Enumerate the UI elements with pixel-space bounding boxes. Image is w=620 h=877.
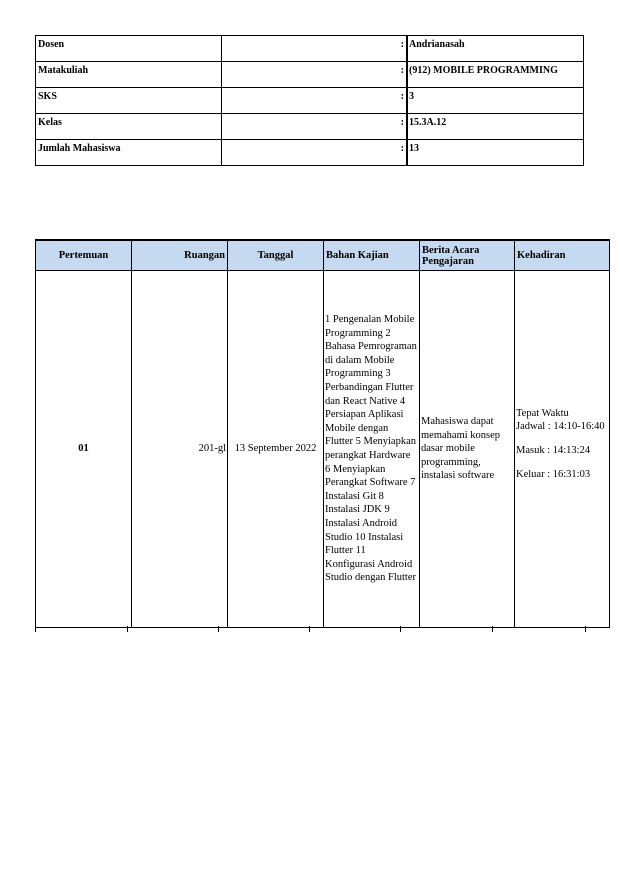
- header-pertemuan: Pertemuan: [36, 240, 132, 271]
- column-divider: [400, 626, 401, 632]
- info-row-kelas: [36, 114, 584, 140]
- kehadiran-status: Tepat Waktu: [516, 407, 569, 419]
- cell-tanggal: 13 September 2022: [228, 271, 324, 628]
- info-label: SKS: [36, 88, 222, 114]
- info-row-matakuliah: [36, 62, 584, 88]
- info-label: Kelas: [36, 114, 222, 140]
- info-row-jumlah-mahasiswa: [36, 140, 584, 166]
- info-row-dosen: [36, 36, 584, 62]
- info-separator: :: [222, 114, 408, 140]
- info-separator: :: [222, 62, 408, 88]
- header-bahan-kajian: Bahan Kajian: [324, 240, 420, 271]
- table-row: [36, 271, 610, 628]
- info-value: (912) MOBILE PROGRAMMING: [407, 62, 584, 88]
- info-value: 13: [407, 140, 584, 166]
- info-separator: :: [222, 36, 408, 62]
- info-label: Dosen: [36, 36, 222, 62]
- cell-pertemuan: 01: [36, 271, 132, 628]
- cell-ruangan: 201-gl: [132, 271, 228, 628]
- course-info-table: [35, 35, 584, 166]
- column-divider: [218, 626, 219, 632]
- header-ruangan: Ruangan: [132, 240, 228, 271]
- info-label: Matakuliah: [36, 62, 222, 88]
- info-label: Jumlah Mahasiswa: [36, 140, 222, 166]
- column-divider: [492, 626, 493, 632]
- info-value: 3: [407, 88, 584, 114]
- table-continuation: [35, 626, 586, 632]
- cell-kehadiran: [515, 271, 610, 628]
- kehadiran-masuk: Masuk : 14:13:24: [516, 445, 591, 456]
- info-value: 15.3A.12: [407, 114, 584, 140]
- column-divider: [127, 626, 128, 632]
- cell-berita-acara: Mahasiswa dapat memahami konsep dasar mobile programming, instalasi software: [420, 271, 515, 628]
- kehadiran-status-jadwal: [516, 407, 608, 434]
- attendance-table: [35, 239, 610, 628]
- info-separator: :: [222, 88, 408, 114]
- cell-bahan-kajian: 1 Pengenalan Mobile Programming 2 Bahasa Pemrograman di dalam Mobile Programming 3 Perbandingan Flutter dan React Native 4 Persiapan Aplikasi Mobile dengan Flutter 5 Menyiapkan perangkat Hardware 6 Menyiapkan Perangkat Software 7 Instalasi Git 8 Instalasi JDK 9 Instalasi Android Studio 10 Instalasi Flutter 11 Konfigurasi Android Studio dengan Flutter: [324, 271, 420, 628]
- info-separator: :: [222, 140, 408, 166]
- header-kehadiran: Kehadiran: [515, 240, 610, 271]
- header-berita-acara: Berita Acara Pengajaran: [420, 240, 515, 271]
- header-tanggal: Tanggal: [228, 240, 324, 271]
- info-row-sks: [36, 88, 584, 114]
- column-divider: [309, 626, 310, 632]
- kehadiran-keluar: Keluar : 16:31:03: [516, 468, 591, 480]
- info-value: Andrianasah: [407, 36, 584, 62]
- attendance-header-row: [36, 240, 610, 271]
- kehadiran-jadwal: Jadwal : 14:10-16:40: [516, 421, 605, 433]
